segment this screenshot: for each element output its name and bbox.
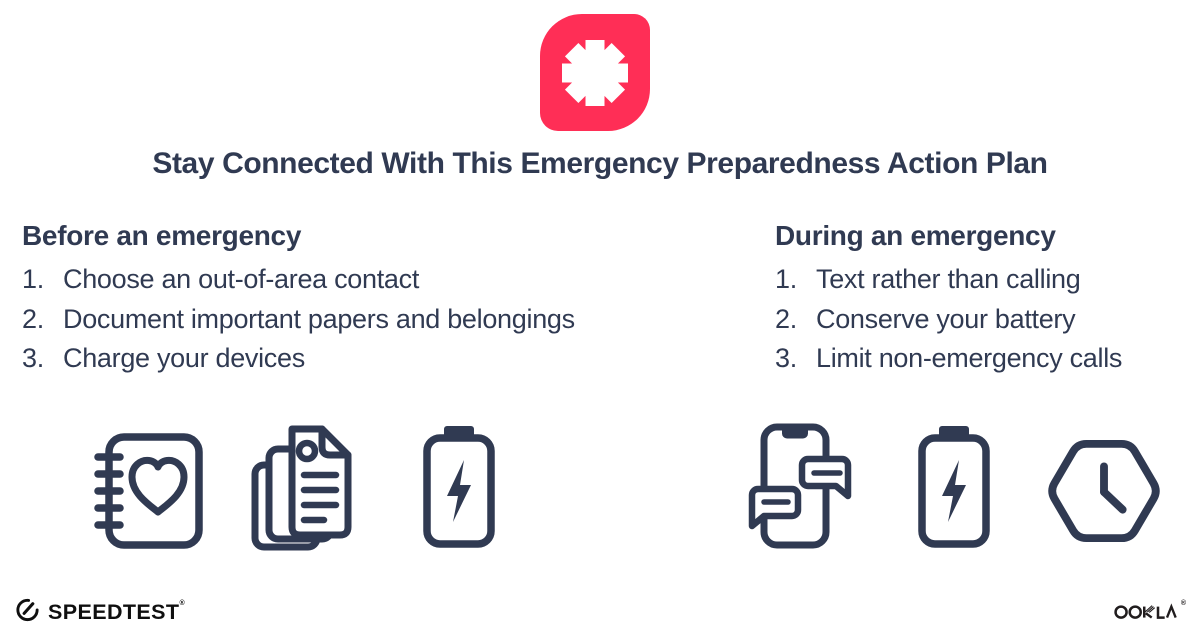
before-emergency-heading: Before an emergency [22,220,302,251]
medical-asterisk-icon [540,14,650,131]
list-item-number: 1. [22,264,44,294]
speedtest-trademark: ® [179,599,185,607]
ookla-trademark: ® [1180,600,1186,607]
list-item [775,300,1195,340]
list-item-text: Conserve your battery [816,303,1076,334]
list-item-number: 1. [775,264,797,294]
document-stack-icon [248,423,358,553]
list-item [22,300,742,340]
list-item-number: 2. [775,303,797,334]
before-emergency-section [22,220,742,379]
list-item-number: 3. [775,343,797,373]
speedtest-logo [14,596,185,628]
list-item [22,260,742,300]
list-item [775,339,1195,379]
during-emergency-list [775,260,1195,379]
ookla-wordmark-icon [1114,600,1180,626]
list-item-text: Limit non-emergency calls [816,343,1123,373]
list-item-number: 2. [22,303,44,334]
list-item [775,260,1195,300]
speedtest-gauge-icon [14,596,41,628]
during-emergency-heading: During an emergency [775,220,1056,251]
speedtest-wordmark: SPEEDTEST® [48,599,185,624]
list-item-text: Choose an out-of-area contact [63,264,420,294]
during-emergency-section [775,220,1195,379]
list-item-text: Text rather than calling [816,264,1081,294]
contact-book-icon [92,432,204,550]
battery-charging-icon [915,426,993,548]
before-emergency-list [22,260,742,379]
battery-charging-icon [420,426,498,548]
asterisk-shape [540,14,650,131]
list-item-text: Charge your devices [63,343,305,373]
page-title: Stay Connected With This Emergency Preparedness Action Plan [152,147,1048,180]
clock-hexagon-icon [1042,437,1166,545]
ookla-logo [1114,600,1186,626]
list-item-number: 3. [22,343,44,373]
list-item-text: Document important papers and belongings [63,303,575,334]
phone-messages-icon [744,423,856,549]
list-item [22,339,742,379]
